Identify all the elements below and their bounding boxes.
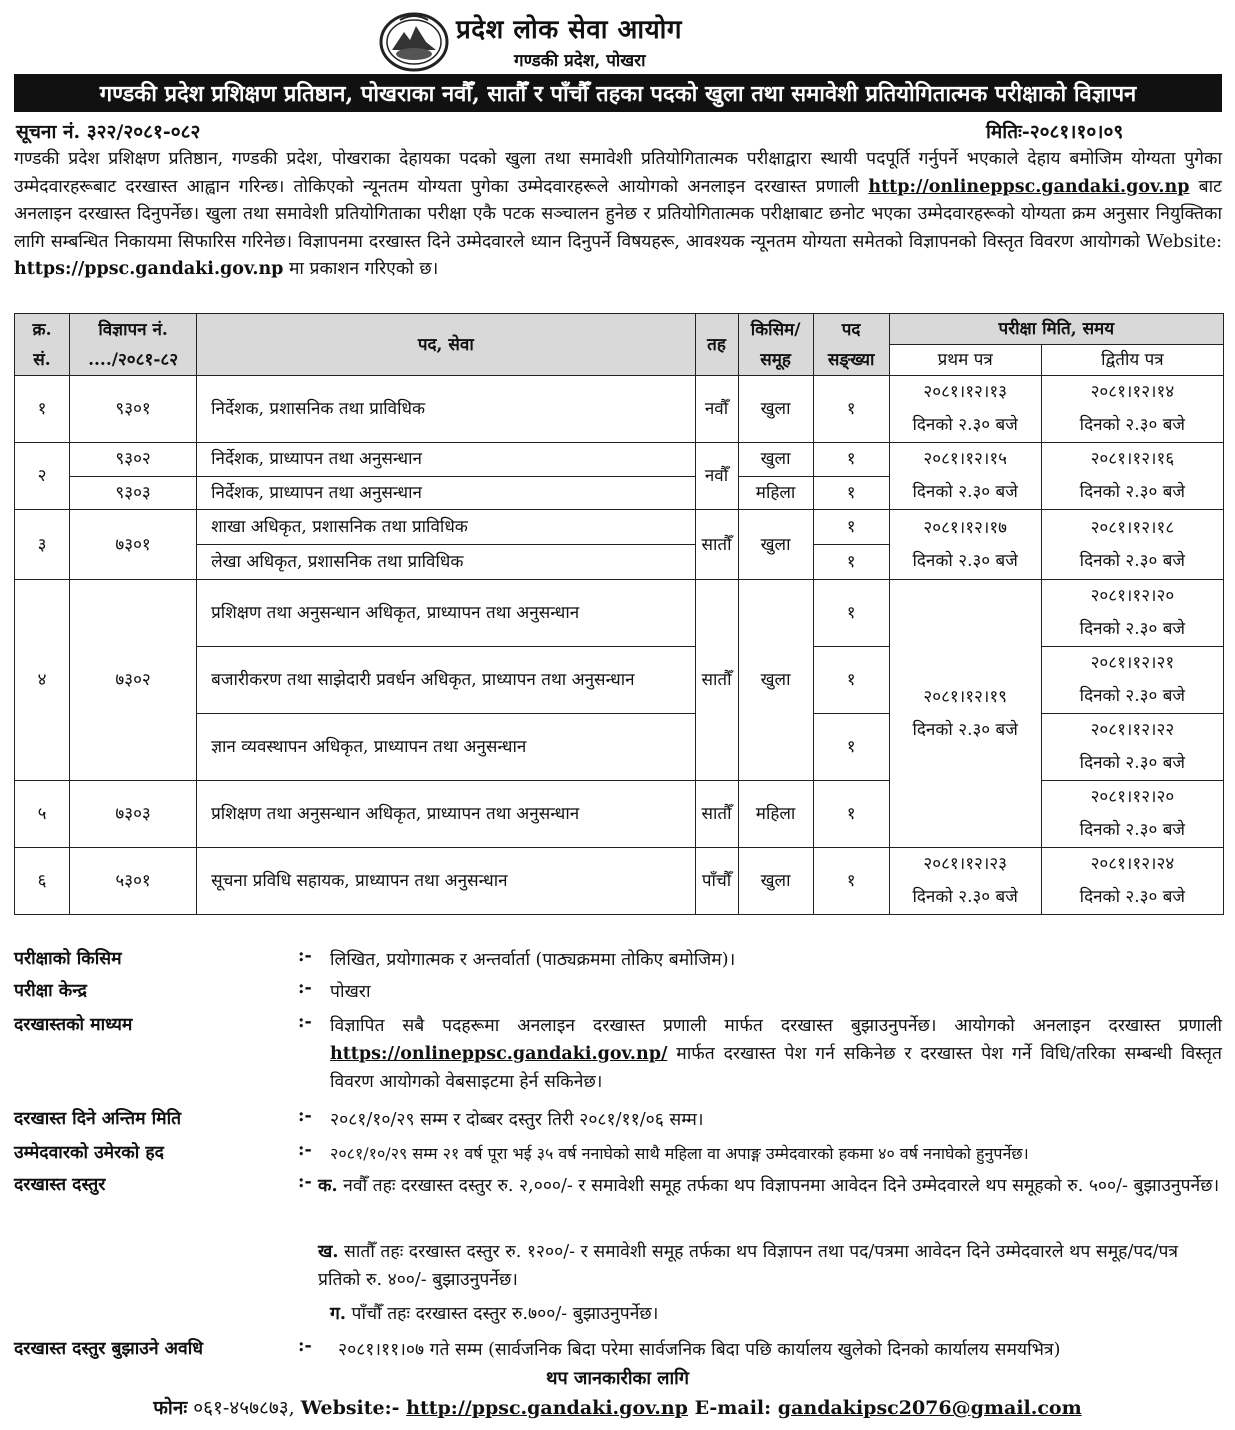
info-value: २०८१।११।०७ गते सम्म (सार्वजनिक बिदा परेमा सार्वजनिक बिदा पछि कार्यालय खुलेको दिनको कार्यालय समयभित्र) bbox=[338, 1340, 1061, 1360]
header-paper1: प्रथम पत्र bbox=[889, 345, 1041, 376]
cell-post: निर्देशक, प्रशासनिक तथा प्राविधिक bbox=[197, 376, 695, 443]
fee-item-b: ख. सातौँ तहः दरखास्त दस्तुर रु. १२००/- र समावेशी समूह तर्फका थप विज्ञापन तथा पद/पत्रमा आवेदन दिने उम्मेदवारले थप समूह/पद/पत्र प्रतिको रु. ४००/- बुझाउनुपर्नेछ। bbox=[318, 1242, 1179, 1290]
cell-post: ज्ञान व्यवस्थापन अधिकृत, प्राध्यापन तथा अनुसन्धान bbox=[197, 714, 695, 781]
notice-date: मितिः-२०८१।१०।०९ bbox=[986, 121, 1124, 143]
cell-paper1: २०८१।१२।२३ दिनको २.३० बजे bbox=[889, 848, 1041, 915]
cell-level: सातौँ bbox=[695, 510, 738, 580]
table-row bbox=[15, 647, 1224, 714]
cell-type: खुला bbox=[738, 580, 813, 781]
header-type: किसिम/ समूह bbox=[738, 314, 813, 376]
cell-paper1: २०८१।१२।१७ दिनको २.३० बजे bbox=[889, 510, 1041, 580]
emblem-logo bbox=[378, 10, 450, 72]
cell-type: महिला bbox=[738, 781, 813, 848]
cell-post: बजारीकरण तथा साझेदारी प्रवर्धन अधिकृत, प्राध्यापन तथा अनुसन्धान bbox=[197, 647, 695, 714]
footer-heading: थप जानकारीका लागि bbox=[546, 1368, 689, 1389]
cell-count: १ bbox=[813, 647, 889, 714]
info-label: परीक्षाको किसिम bbox=[14, 949, 122, 969]
cell-count: १ bbox=[813, 714, 889, 781]
cell-adv: ७३०३ bbox=[70, 781, 197, 848]
cell-post: प्रशिक्षण तथा अनुसन्धान अधिकृत, प्राध्यापन तथा अनुसन्धान bbox=[197, 781, 695, 848]
cell-level: पाँचौँ bbox=[695, 848, 738, 915]
info-label: परीक्षा केन्द्र bbox=[14, 981, 87, 1001]
cell-post: शाखा अधिकृत, प्रशासनिक तथा प्राविधिक bbox=[197, 510, 695, 545]
org-name: प्रदेश लोक सेवा आयोग bbox=[456, 15, 683, 45]
cell-paper2: २०८१।१२।२४ दिनको २.३० बजे bbox=[1041, 848, 1223, 915]
info-value: विज्ञापित सबै पदहरूमा अनलाइन दरखास्त प्रणाली मार्फत दरखास्त बुझाउनुपर्नेछ। आयोगको अनलाइन दरखास्त प्रणाली https://onlineppsc.gandaki.gov.np/ मार्फत दरखास्त पेश गर्न सकिनेछ र दरखास्त पेश गर्ने विधि/तरिका सम्बन्धी विस्तृत विवरण आयोगको वेबसाइटमा हेर्न सकिनेछ। bbox=[330, 1016, 1222, 1092]
info-sep: :- bbox=[298, 1172, 312, 1192]
table-row bbox=[15, 376, 1224, 443]
cell-count: १ bbox=[813, 545, 889, 580]
cell-post: लेखा अधिकृत, प्रशासनिक तथा प्राविधिक bbox=[197, 545, 695, 580]
info-sep: :- bbox=[298, 1012, 312, 1032]
online-application-link[interactable]: http://onlineppsc.gandaki.gov.np bbox=[868, 176, 1190, 197]
header-count: पद सङ्ख्या bbox=[813, 314, 889, 376]
header-serial: क्र. सं. bbox=[15, 314, 70, 376]
cell-post: सूचना प्रविधि सहायक, प्राध्यापन तथा अनुसन्धान bbox=[197, 848, 695, 915]
cell-paper2: २०८१।१२।२० दिनको २.३० बजे bbox=[1041, 580, 1223, 647]
header-level: तह bbox=[695, 314, 738, 376]
cell-adv: ५३०१ bbox=[70, 848, 197, 915]
cell-type: खुला bbox=[738, 443, 813, 477]
cell-adv: ९३०२ bbox=[70, 443, 197, 477]
cell-paper2: २०८१।१२।१६ दिनको २.३० बजे bbox=[1041, 443, 1223, 510]
cell-paper1: २०८१।१२।१९ दिनको २.३० बजे bbox=[889, 580, 1041, 848]
phone-number: ०६१-४५७८७३, bbox=[187, 1397, 301, 1419]
cell-sn: २ bbox=[15, 443, 70, 510]
cell-count: १ bbox=[813, 580, 889, 647]
cell-type: खुला bbox=[738, 376, 813, 443]
table-row bbox=[15, 580, 1224, 647]
email-label: E-mail: bbox=[687, 1397, 778, 1419]
cell-sn: ५ bbox=[15, 781, 70, 848]
cell-count: १ bbox=[813, 848, 889, 915]
vacancy-table bbox=[14, 313, 1224, 915]
header-post: पद, सेवा bbox=[197, 314, 695, 376]
table-header-row bbox=[15, 314, 1224, 345]
info-value: लिखित, प्रयोगात्मक र अन्तर्वार्ता (पाठ्यक्रममा तोकिए बमोजिम)। bbox=[330, 950, 736, 970]
cell-paper1: २०८१।१२।१५ दिनको २.३० बजे bbox=[889, 443, 1041, 510]
cell-paper2: २०८१।१२।१४ दिनको २.३० बजे bbox=[1041, 376, 1223, 443]
cell-sn: १ bbox=[15, 376, 70, 443]
cell-post: निर्देशक, प्राध्यापन तथा अनुसन्धान bbox=[197, 443, 695, 477]
cell-sn: ६ bbox=[15, 848, 70, 915]
cell-count: १ bbox=[813, 510, 889, 545]
cell-count: १ bbox=[813, 443, 889, 477]
info-label: दरखास्तको माध्यम bbox=[14, 1015, 133, 1035]
cell-paper2: २०८१।१२।२२ दिनको २.३० बजे bbox=[1041, 714, 1223, 781]
info-value: २०८१/१०/२९ सम्म २१ वर्ष पूरा भई ३५ वर्ष ननाघेको साथै महिला वा अपाङ्ग उम्मेदवारको हकमा ४० वर्ष ननाघेको हुनुपर्नेछ। bbox=[330, 1144, 1029, 1163]
cell-post: प्रशिक्षण तथा अनुसन्धान अधिकृत, प्राध्यापन तथा अनुसन्धान bbox=[197, 580, 695, 647]
cell-adv: ७३०२ bbox=[70, 580, 197, 781]
info-label: दरखास्त दस्तुर बुझाउने अवधि bbox=[14, 1339, 204, 1359]
info-sep: :- bbox=[298, 1336, 312, 1356]
page-header bbox=[0, 6, 1235, 72]
info-sep: :- bbox=[298, 978, 312, 998]
info-value: २०८१/१०/२९ सम्म र दोब्बर दस्तुर तिरी २०८१/११/०६ सम्म। bbox=[330, 1110, 704, 1130]
cell-sn: ४ bbox=[15, 580, 70, 781]
cell-count: १ bbox=[813, 781, 889, 848]
online-application-link[interactable]: https://onlineppsc.gandaki.gov.np/ bbox=[330, 1044, 668, 1064]
header-exam: परीक्षा मिति, समय bbox=[889, 314, 1223, 345]
cell-adv: ७३०१ bbox=[70, 510, 197, 580]
website-link[interactable]: https://ppsc.gandaki.gov.np bbox=[14, 259, 284, 280]
info-sep: :- bbox=[298, 1106, 312, 1126]
intro-text: बाट अनलाइन दरखास्त दिनुपर्नेछ। खुला तथा समावेशी प्रतियोगिताका परीक्षा एकै पटक सञ्चालन हुनेछ र प्रतियोगितात्मक परीक्षाबाट छनोट भएका उम्मेदवारहरूको योग्यता क्रम अनुसार नियुक्तिका लागि सम्बन्धित निकायमा सिफारिस गरिनेछ। विज्ञापनमा दरखास्त दिने उम्मेदवारले ध्यान दिनुपर्ने विषयहरू, आवश्यक न्यूनतम योग्यता समेतको विज्ञापनको विस्तृत विवरण आयोगको Website: bbox=[14, 176, 1222, 252]
cell-type: खुला bbox=[738, 510, 813, 580]
cell-count: १ bbox=[813, 476, 889, 510]
table-row bbox=[15, 848, 1224, 915]
cell-adv: ९३०३ bbox=[70, 476, 197, 510]
cell-adv: ९३०१ bbox=[70, 376, 197, 443]
info-value: पोखरा bbox=[330, 982, 371, 1002]
table-row bbox=[15, 781, 1224, 848]
info-label: दरखास्त दस्तुर bbox=[14, 1175, 106, 1195]
info-sep: :- bbox=[298, 1140, 312, 1160]
cell-paper1: २०८१।१२।१३ दिनको २.३० बजे bbox=[889, 376, 1041, 443]
footer-contact bbox=[0, 1394, 1235, 1420]
fee-item-c: ग. पाँचौँ तहः दरखास्त दस्तुर रु.७००/- बुझाउनुपर्नेछ। bbox=[330, 1304, 659, 1324]
cell-type: खुला bbox=[738, 848, 813, 915]
info-sep: :- bbox=[298, 946, 312, 966]
cell-level: सातौँ bbox=[695, 781, 738, 848]
cell-post: निर्देशक, प्राध्यापन तथा अनुसन्धान bbox=[197, 476, 695, 510]
org-address: गण्डकी प्रदेश, पोखरा bbox=[514, 51, 646, 71]
cell-paper2: २०८१।१२।२० दिनको २.३० बजे bbox=[1041, 781, 1223, 848]
cell-sn: ३ bbox=[15, 510, 70, 580]
table-row bbox=[15, 443, 1224, 477]
cell-level: नवौँ bbox=[695, 443, 738, 510]
cell-paper2: २०८१।१२।१८ दिनको २.३० बजे bbox=[1041, 510, 1223, 580]
intro-text: गण्डकी प्रदेश प्रशिक्षण प्रतिष्ठान, गण्डकी प्रदेश, पोखराका देहायका पदको खुला तथा समावेशी प्रतियोगितात्मक परीक्षाद्वारा स्थायी पदपूर्ति गर्नुपर्ने भएकाले देहाय बमोजिम योग्यता पुगेका उम्मेदवारहरूबाट दरखास्त आह्वान गरिन्छ। तोकिएको न्यूनतम योग्यता पुगेका उम्मेदवारहरूले आयोगको अनलाइन दरखास्त प्रणाली bbox=[14, 149, 1222, 197]
website-label: Website:- bbox=[300, 1397, 407, 1419]
intro-paragraph bbox=[14, 146, 1222, 284]
title-banner: गण्डकी प्रदेश प्रशिक्षण प्रतिष्ठान, पोखराका नवौँ, सातौँ र पाँचौँ तहका पदको खुला तथा समावेशी प्रतियोगितात्मक परीक्षाको विज्ञापन bbox=[14, 74, 1222, 112]
info-label: दरखास्त दिने अन्तिम मिति bbox=[14, 1109, 182, 1129]
cell-level: नवौँ bbox=[695, 376, 738, 443]
notice-number: सूचना नं. ३२२/२०८१-०८२ bbox=[16, 121, 201, 143]
header-adv-no: विज्ञापन नं. ..../२०८१-८२ bbox=[70, 314, 197, 376]
phone-label: फोनः bbox=[153, 1397, 188, 1419]
email-link[interactable]: gandakipsc2076@gmail.com bbox=[777, 1397, 1082, 1419]
intro-text: मा प्रकाशन गरिएको छ। bbox=[283, 259, 439, 280]
cell-paper2: २०८१।१२।२१ दिनको २.३० बजे bbox=[1041, 647, 1223, 714]
table-row bbox=[15, 510, 1224, 545]
info-label: उम्मेदवारको उमेरको हद bbox=[14, 1143, 164, 1163]
website-link[interactable]: http://ppsc.gandaki.gov.np bbox=[406, 1397, 688, 1419]
table-row bbox=[15, 714, 1224, 781]
cell-type: महिला bbox=[738, 476, 813, 510]
header-paper2: द्वितीय पत्र bbox=[1041, 345, 1223, 376]
fee-item-a: क. नवौँ तहः दरखास्त दस्तुर रु. २,०००/- र समावेशी समूह तर्फका थप विज्ञापनमा आवेदन दिने उम्मेदवारले थप समूहको रु. ५००/- बुझाउनुपर्नेछ। bbox=[318, 1176, 1220, 1196]
cell-count: १ bbox=[813, 376, 889, 443]
cell-level: सातौँ bbox=[695, 580, 738, 781]
